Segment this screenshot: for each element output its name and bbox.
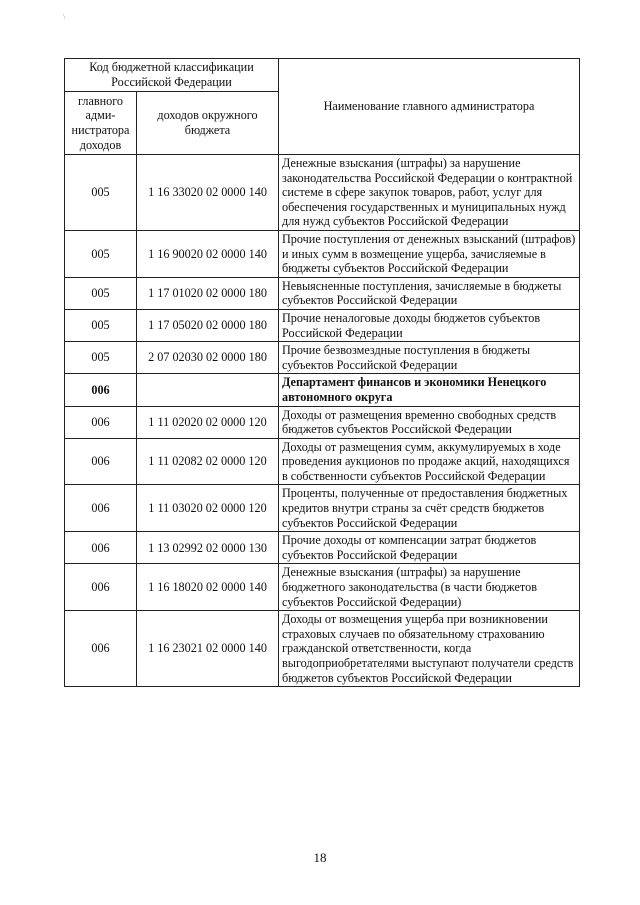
table-row: [65, 309, 580, 341]
cell-administrator-name: Доходы от размещения временно свободных средств бюджетов субъектов Российской Федерации: [279, 406, 580, 438]
table-row: [65, 485, 580, 532]
cell-administrator-name: Невыясненные поступления, зачисляемые в бюджеты субъектов Российской Федерации: [279, 277, 580, 309]
table-row: [65, 532, 580, 564]
page-number: 18: [313, 850, 327, 865]
cell-admin-code: 005: [65, 277, 137, 309]
cell-admin-code: 006: [65, 564, 137, 611]
cell-admin-code: 005: [65, 309, 137, 341]
cell-administrator-name: Денежные взыскания (штрафы) за нарушение законодательства Российской Федерации о контрактной системе в сфере закупок товаров, работ, услуг для обеспечения государственных и муниципальных нужд для нужд субъектов Российской Федерации: [279, 155, 580, 231]
table-row: [65, 564, 580, 611]
cell-admin-code: 005: [65, 342, 137, 374]
cell-income-code: 1 16 23021 02 0000 140: [137, 611, 279, 687]
header-district-income: доходов окружного бюджета: [137, 92, 279, 155]
cell-income-code: 1 16 33020 02 0000 140: [137, 155, 279, 231]
scan-mark: \: [63, 12, 66, 21]
cell-income-code: 1 17 01020 02 0000 180: [137, 277, 279, 309]
cell-income-code: 1 13 02992 02 0000 130: [137, 532, 279, 564]
cell-administrator-name: Денежные взыскания (штрафы) за нарушение бюджетного законодательства (в части бюджетов субъектов Российской Федерации): [279, 564, 580, 611]
cell-income-code: [137, 374, 279, 406]
cell-administrator-name: Прочие безвозмездные поступления в бюджеты субъектов Российской Федерации: [279, 342, 580, 374]
header-administrator-name: Наименование главного администратора: [279, 59, 580, 155]
table-row: [65, 611, 580, 687]
cell-administrator-name: Прочие доходы от компенсации затрат бюджетов субъектов Российской Федерации: [279, 532, 580, 564]
cell-administrator-name: Прочие поступления от денежных взысканий (штрафов) и иных сумм в возмещение ущерба, зачисляемые в бюджеты субъектов Российской Федерации: [279, 230, 580, 277]
cell-income-code: 1 11 02082 02 0000 120: [137, 438, 279, 485]
cell-income-code: 1 16 90020 02 0000 140: [137, 230, 279, 277]
table-row: [65, 230, 580, 277]
cell-admin-code: 006: [65, 406, 137, 438]
table-row: [65, 342, 580, 374]
table-row: [65, 277, 580, 309]
table-row: [65, 374, 580, 406]
header-main-administrator: главного адми-нистратора доходов: [65, 92, 137, 155]
table-header-row: [65, 59, 580, 92]
cell-administrator-name: Доходы от размещения сумм, аккумулируемых в ходе проведения аукционов по продаже акций, находящихся в собственности субъектов Российской Федерации: [279, 438, 580, 485]
cell-administrator-name: Департамент финансов и экономики Ненецкого автономного округа: [279, 374, 580, 406]
cell-income-code: 1 11 03020 02 0000 120: [137, 485, 279, 532]
table-row: [65, 438, 580, 485]
cell-income-code: 2 07 02030 02 0000 180: [137, 342, 279, 374]
cell-income-code: 1 11 02020 02 0000 120: [137, 406, 279, 438]
cell-admin-code: 005: [65, 155, 137, 231]
cell-administrator-name: Проценты, полученные от предоставления бюджетных кредитов внутри страны за счёт средств бюджетов субъектов Российской Федерации: [279, 485, 580, 532]
cell-admin-code: 006: [65, 532, 137, 564]
budget-classification-table: [64, 58, 580, 687]
table-row: [65, 406, 580, 438]
header-group-budget-code: Код бюджетной классификации Российской Федерации: [65, 59, 279, 92]
cell-income-code: 1 17 05020 02 0000 180: [137, 309, 279, 341]
cell-admin-code: 006: [65, 438, 137, 485]
cell-administrator-name: Прочие неналоговые доходы бюджетов субъектов Российской Федерации: [279, 309, 580, 341]
cell-admin-code: 006: [65, 611, 137, 687]
table-row: [65, 155, 580, 231]
cell-admin-code: 005: [65, 230, 137, 277]
cell-administrator-name: Доходы от возмещения ущерба при возникновении страховых случаев по обязательному страхованию гражданской ответственности, когда выгодоприобретателями выступают получатели средств бюджетов субъектов Российской Федерации: [279, 611, 580, 687]
cell-admin-code: 006: [65, 485, 137, 532]
cell-admin-code: 006: [65, 374, 137, 406]
cell-income-code: 1 16 18020 02 0000 140: [137, 564, 279, 611]
